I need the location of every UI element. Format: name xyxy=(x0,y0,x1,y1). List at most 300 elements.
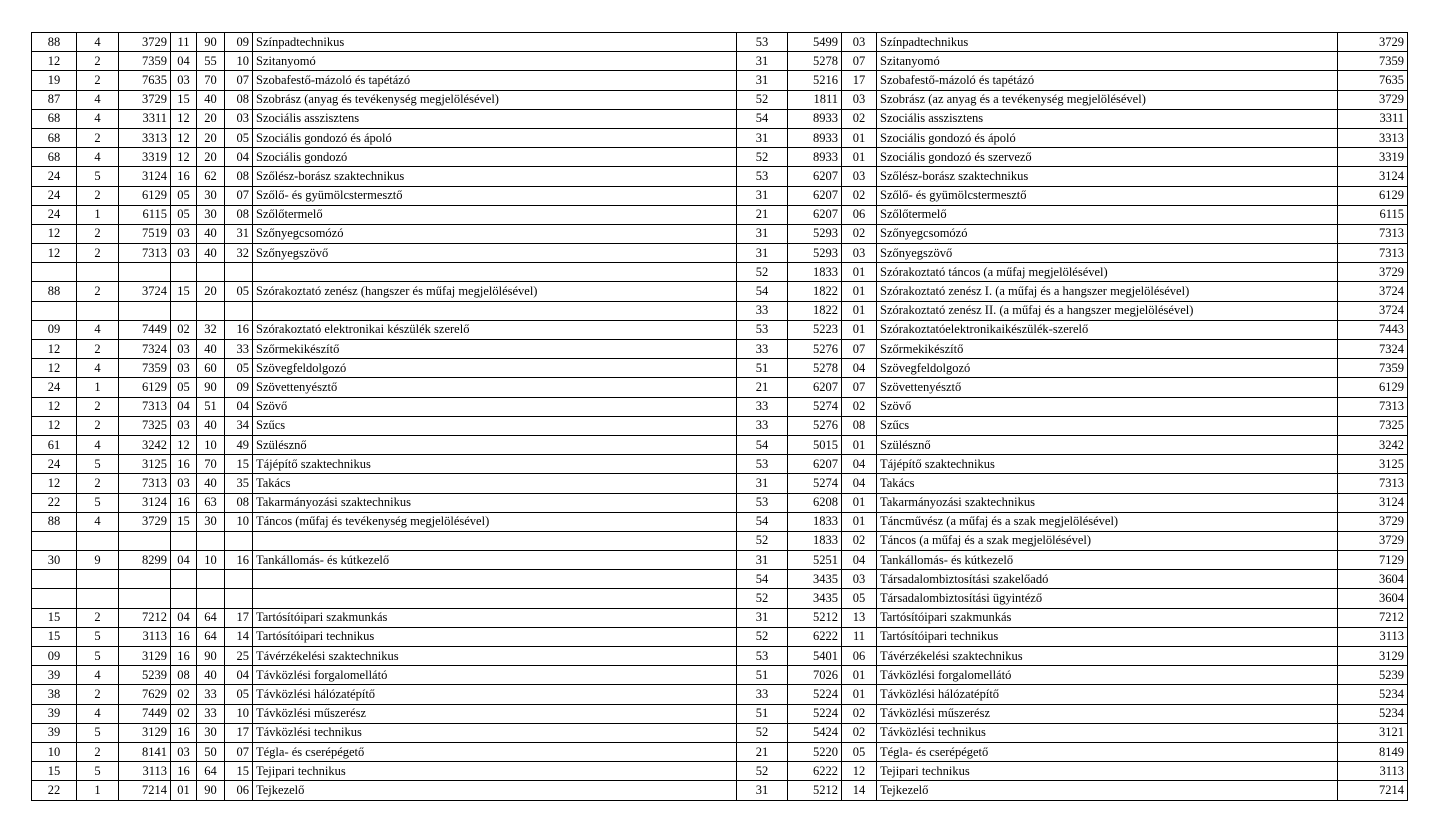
cell-okj-1: 16 xyxy=(171,647,197,666)
cell-code-b: 4 xyxy=(77,666,119,685)
cell-code-b: 2 xyxy=(77,742,119,761)
cell-occupation-old: Távközlési forgalomellátó xyxy=(253,666,737,685)
cell-okj-3: 25 xyxy=(225,647,253,666)
cell-okj-1: 12 xyxy=(171,148,197,167)
cell-okj-2: 32 xyxy=(197,320,225,339)
cell-feor-old: 7212 xyxy=(119,608,171,627)
cell-okj-3: 09 xyxy=(225,378,253,397)
cell-okj-1: 12 xyxy=(171,435,197,454)
cell-code-a: 68 xyxy=(32,148,77,167)
cell-okj-1: 12 xyxy=(171,128,197,147)
cell-okj-3 xyxy=(225,570,253,589)
table-row xyxy=(32,455,1408,474)
cell-feor-old xyxy=(119,301,171,320)
table-row xyxy=(32,531,1408,550)
cell-sub-new: 01 xyxy=(842,128,877,147)
cell-feor-new: 5234 xyxy=(1338,704,1408,723)
cell-sub-new: 04 xyxy=(842,551,877,570)
cell-code-new: 5276 xyxy=(788,340,842,359)
cell-occupation-new: Szobafestő-mázoló és tapétázó xyxy=(877,71,1338,90)
cell-okj-1: 12 xyxy=(171,109,197,128)
cell-code-new: 6207 xyxy=(788,455,842,474)
cell-occupation-new: Távközlési technikus xyxy=(877,723,1338,742)
cell-okj-1: 15 xyxy=(171,512,197,531)
cell-sub-new: 08 xyxy=(842,416,877,435)
cell-code-new: 6222 xyxy=(788,762,842,781)
cell-code-a: 22 xyxy=(32,493,77,512)
cell-occupation-new: Távközlési forgalomellátó xyxy=(877,666,1338,685)
cell-sub-new: 01 xyxy=(842,148,877,167)
cell-feor-new: 7324 xyxy=(1338,340,1408,359)
cell-occupation-new: Szociális asszisztens xyxy=(877,109,1338,128)
cell-okj-2: 70 xyxy=(197,71,225,90)
cell-sub-new: 02 xyxy=(842,397,877,416)
cell-feor-old: 7449 xyxy=(119,320,171,339)
cell-okj-2: 40 xyxy=(197,416,225,435)
cell-okj-3: 10 xyxy=(225,52,253,71)
cell-sub-new: 02 xyxy=(842,109,877,128)
cell-occupation-new: Tankállomás- és kútkezelő xyxy=(877,551,1338,570)
cell-code-b: 2 xyxy=(77,224,119,243)
cell-okj-3 xyxy=(225,263,253,282)
cell-code-new: 5278 xyxy=(788,359,842,378)
cell-feor-old: 7313 xyxy=(119,397,171,416)
cell-sub-new: 07 xyxy=(842,52,877,71)
cell-level-new: 54 xyxy=(737,512,788,531)
cell-occupation-new: Tejipari technikus xyxy=(877,762,1338,781)
cell-occupation-old: Szőlőtermelő xyxy=(253,205,737,224)
table-row xyxy=(32,224,1408,243)
cell-feor-old: 5239 xyxy=(119,666,171,685)
cell-feor-old: 7635 xyxy=(119,71,171,90)
cell-okj-2: 64 xyxy=(197,762,225,781)
cell-level-new: 31 xyxy=(737,186,788,205)
cell-feor-new: 7129 xyxy=(1338,551,1408,570)
cell-okj-1 xyxy=(171,589,197,608)
cell-sub-new: 03 xyxy=(842,244,877,263)
cell-code-b: 2 xyxy=(77,397,119,416)
cell-okj-3: 07 xyxy=(225,742,253,761)
cell-level-new: 33 xyxy=(737,301,788,320)
table-row xyxy=(32,359,1408,378)
table-row xyxy=(32,90,1408,109)
cell-code-a: 88 xyxy=(32,33,77,52)
cell-sub-new: 01 xyxy=(842,263,877,282)
cell-level-new: 33 xyxy=(737,685,788,704)
table-row xyxy=(32,340,1408,359)
cell-sub-new: 07 xyxy=(842,378,877,397)
cell-occupation-new: Szőlő- és gyümölcstermesztő xyxy=(877,186,1338,205)
cell-feor-old: 7449 xyxy=(119,704,171,723)
cell-occupation-new: Társadalombiztosítási szakelőadó xyxy=(877,570,1338,589)
cell-okj-1: 01 xyxy=(171,781,197,800)
cell-occupation-new: Tejkezelő xyxy=(877,781,1338,800)
cell-sub-new: 01 xyxy=(842,435,877,454)
cell-sub-new: 04 xyxy=(842,359,877,378)
cell-code-new: 5293 xyxy=(788,224,842,243)
cell-code-new: 5216 xyxy=(788,71,842,90)
cell-okj-2: 60 xyxy=(197,359,225,378)
cell-okj-2: 90 xyxy=(197,781,225,800)
cell-code-new: 5015 xyxy=(788,435,842,454)
cell-code-new: 1833 xyxy=(788,531,842,550)
cell-feor-old: 7324 xyxy=(119,340,171,359)
cell-feor-new: 7635 xyxy=(1338,71,1408,90)
cell-code-new: 6222 xyxy=(788,627,842,646)
cell-code-a: 12 xyxy=(32,340,77,359)
table-row xyxy=(32,378,1408,397)
cell-okj-1: 04 xyxy=(171,608,197,627)
cell-occupation-old: Szőlő- és gyümölcstermesztő xyxy=(253,186,737,205)
cell-feor-new: 3311 xyxy=(1338,109,1408,128)
cell-okj-3: 04 xyxy=(225,666,253,685)
cell-code-a: 38 xyxy=(32,685,77,704)
cell-sub-new: 01 xyxy=(842,320,877,339)
cell-okj-2: 20 xyxy=(197,128,225,147)
cell-code-a: 10 xyxy=(32,742,77,761)
cell-okj-1: 04 xyxy=(171,551,197,570)
cell-okj-1 xyxy=(171,263,197,282)
cell-occupation-old: Szitanyomó xyxy=(253,52,737,71)
cell-okj-1: 16 xyxy=(171,723,197,742)
cell-okj-3: 33 xyxy=(225,340,253,359)
table-row xyxy=(32,435,1408,454)
cell-sub-new: 02 xyxy=(842,531,877,550)
cell-okj-2: 90 xyxy=(197,378,225,397)
cell-code-a: 19 xyxy=(32,71,77,90)
cell-code-a: 30 xyxy=(32,551,77,570)
cell-occupation-old xyxy=(253,589,737,608)
cell-occupation-new: Szőrmekikészítő xyxy=(877,340,1338,359)
cell-code-new: 1811 xyxy=(788,90,842,109)
cell-code-new: 5223 xyxy=(788,320,842,339)
cell-okj-3: 10 xyxy=(225,512,253,531)
cell-feor-new: 7359 xyxy=(1338,52,1408,71)
table-row xyxy=(32,205,1408,224)
cell-sub-new: 12 xyxy=(842,762,877,781)
cell-sub-new: 13 xyxy=(842,608,877,627)
cell-okj-2: 33 xyxy=(197,685,225,704)
cell-code-b: 4 xyxy=(77,90,119,109)
table-row xyxy=(32,397,1408,416)
cell-occupation-new: Táncos (a műfaj és a szak megjelölésével) xyxy=(877,531,1338,550)
cell-okj-1: 02 xyxy=(171,704,197,723)
cell-occupation-old: Takács xyxy=(253,474,737,493)
cell-code-b: 4 xyxy=(77,704,119,723)
cell-okj-2: 62 xyxy=(197,167,225,186)
cell-code-b: 2 xyxy=(77,52,119,71)
cell-okj-2: 40 xyxy=(197,474,225,493)
cell-occupation-new: Szövettenyésztő xyxy=(877,378,1338,397)
cell-code-a: 12 xyxy=(32,244,77,263)
cell-code-b: 1 xyxy=(77,205,119,224)
cell-occupation-old xyxy=(253,263,737,282)
cell-occupation-old: Szőrmekikészítő xyxy=(253,340,737,359)
cell-feor-old: 3125 xyxy=(119,455,171,474)
cell-feor-old: 8299 xyxy=(119,551,171,570)
cell-code-b: 4 xyxy=(77,435,119,454)
cell-okj-3: 08 xyxy=(225,90,253,109)
cell-code-a xyxy=(32,301,77,320)
cell-code-b: 4 xyxy=(77,109,119,128)
cell-code-a: 12 xyxy=(32,52,77,71)
cell-feor-new: 3124 xyxy=(1338,493,1408,512)
cell-okj-2: 51 xyxy=(197,397,225,416)
cell-occupation-new: Társadalombiztosítási ügyintéző xyxy=(877,589,1338,608)
cell-feor-old: 7629 xyxy=(119,685,171,704)
cell-feor-old: 7313 xyxy=(119,474,171,493)
cell-code-new: 5278 xyxy=(788,52,842,71)
cell-feor-old xyxy=(119,570,171,589)
cell-feor-old xyxy=(119,531,171,550)
cell-sub-new: 11 xyxy=(842,627,877,646)
cell-okj-3: 08 xyxy=(225,167,253,186)
cell-sub-new: 05 xyxy=(842,742,877,761)
cell-level-new: 31 xyxy=(737,128,788,147)
cell-occupation-old: Szövettenyésztő xyxy=(253,378,737,397)
cell-feor-old: 7313 xyxy=(119,244,171,263)
cell-feor-old: 6115 xyxy=(119,205,171,224)
cell-okj-3: 05 xyxy=(225,359,253,378)
cell-sub-new: 03 xyxy=(842,90,877,109)
cell-level-new: 51 xyxy=(737,704,788,723)
cell-feor-new: 3319 xyxy=(1338,148,1408,167)
cell-level-new: 33 xyxy=(737,340,788,359)
cell-feor-new: 6129 xyxy=(1338,186,1408,205)
table-row xyxy=(32,263,1408,282)
cell-feor-old: 3113 xyxy=(119,762,171,781)
cell-occupation-new: Tartósítóipari szakmunkás xyxy=(877,608,1338,627)
cell-level-new: 53 xyxy=(737,493,788,512)
cell-code-b: 5 xyxy=(77,762,119,781)
cell-occupation-old: Szőnyegszövő xyxy=(253,244,737,263)
cell-occupation-new: Tartósítóipari technikus xyxy=(877,627,1338,646)
cell-sub-new: 02 xyxy=(842,224,877,243)
cell-code-a xyxy=(32,570,77,589)
table-row xyxy=(32,666,1408,685)
cell-feor-old xyxy=(119,263,171,282)
table-row xyxy=(32,52,1408,71)
cell-occupation-new: Távközlési műszerész xyxy=(877,704,1338,723)
cell-feor-old: 3311 xyxy=(119,109,171,128)
cell-code-a: 15 xyxy=(32,762,77,781)
cell-feor-new: 3125 xyxy=(1338,455,1408,474)
cell-level-new: 52 xyxy=(737,627,788,646)
cell-okj-2: 10 xyxy=(197,551,225,570)
cell-sub-new: 01 xyxy=(842,512,877,531)
cell-code-a: 87 xyxy=(32,90,77,109)
cell-level-new: 51 xyxy=(737,359,788,378)
cell-occupation-new: Szórakoztatóelektronikaikészülék-szerelő xyxy=(877,320,1338,339)
cell-feor-new: 7313 xyxy=(1338,397,1408,416)
cell-code-b: 4 xyxy=(77,359,119,378)
cell-feor-old: 3124 xyxy=(119,167,171,186)
cell-feor-old: 3319 xyxy=(119,148,171,167)
cell-okj-1: 16 xyxy=(171,627,197,646)
cell-code-a: 15 xyxy=(32,627,77,646)
cell-sub-new: 03 xyxy=(842,167,877,186)
cell-occupation-new: Tájépítő szaktechnikus xyxy=(877,455,1338,474)
cell-code-b: 2 xyxy=(77,685,119,704)
cell-feor-new: 3729 xyxy=(1338,90,1408,109)
cell-feor-new: 3129 xyxy=(1338,647,1408,666)
table-row xyxy=(32,474,1408,493)
cell-code-new: 5274 xyxy=(788,397,842,416)
table-row xyxy=(32,685,1408,704)
cell-okj-2: 70 xyxy=(197,455,225,474)
cell-okj-2: 40 xyxy=(197,340,225,359)
cell-feor-new: 3724 xyxy=(1338,301,1408,320)
cell-okj-1: 03 xyxy=(171,416,197,435)
cell-okj-1: 03 xyxy=(171,742,197,761)
cell-code-new: 5293 xyxy=(788,244,842,263)
cell-code-b: 5 xyxy=(77,167,119,186)
cell-okj-2: 20 xyxy=(197,109,225,128)
cell-code-new: 1822 xyxy=(788,301,842,320)
cell-level-new: 31 xyxy=(737,52,788,71)
cell-okj-1: 03 xyxy=(171,359,197,378)
cell-code-a: 68 xyxy=(32,128,77,147)
cell-code-b xyxy=(77,263,119,282)
cell-code-b: 4 xyxy=(77,320,119,339)
cell-occupation-new: Szórakoztató zenész II. (a műfaj és a hangszer megjelölésével) xyxy=(877,301,1338,320)
cell-feor-old: 7214 xyxy=(119,781,171,800)
table-row xyxy=(32,723,1408,742)
cell-occupation-old: Táncos (műfaj és tevékenység megjelölésével) xyxy=(253,512,737,531)
cell-feor-new: 7313 xyxy=(1338,224,1408,243)
cell-okj-1: 04 xyxy=(171,52,197,71)
cell-occupation-new: Takarmányozási szaktechnikus xyxy=(877,493,1338,512)
cell-level-new: 52 xyxy=(737,90,788,109)
cell-sub-new: 03 xyxy=(842,570,877,589)
cell-level-new: 53 xyxy=(737,455,788,474)
cell-code-a: 39 xyxy=(32,666,77,685)
cell-okj-3: 15 xyxy=(225,762,253,781)
cell-code-a: 39 xyxy=(32,723,77,742)
cell-okj-1: 03 xyxy=(171,71,197,90)
cell-feor-old: 7325 xyxy=(119,416,171,435)
cell-okj-3: 34 xyxy=(225,416,253,435)
cell-occupation-old xyxy=(253,531,737,550)
cell-sub-new: 17 xyxy=(842,71,877,90)
cell-okj-3: 10 xyxy=(225,704,253,723)
cell-feor-new: 3121 xyxy=(1338,723,1408,742)
cell-code-new: 5276 xyxy=(788,416,842,435)
cell-feor-new: 8149 xyxy=(1338,742,1408,761)
cell-occupation-old: Szórakoztató elektronikai készülék szerelő xyxy=(253,320,737,339)
cell-okj-3: 35 xyxy=(225,474,253,493)
cell-okj-1: 16 xyxy=(171,455,197,474)
cell-code-b: 4 xyxy=(77,512,119,531)
cell-feor-old: 3729 xyxy=(119,512,171,531)
cell-occupation-new: Szülésznő xyxy=(877,435,1338,454)
cell-okj-3: 05 xyxy=(225,282,253,301)
cell-level-new: 53 xyxy=(737,167,788,186)
cell-feor-new: 7212 xyxy=(1338,608,1408,627)
cell-okj-3: 49 xyxy=(225,435,253,454)
cell-sub-new: 03 xyxy=(842,33,877,52)
table-row xyxy=(32,167,1408,186)
cell-okj-3: 04 xyxy=(225,397,253,416)
cell-occupation-old: Szociális asszisztens xyxy=(253,109,737,128)
cell-code-b: 2 xyxy=(77,608,119,627)
cell-level-new: 53 xyxy=(737,33,788,52)
cell-code-a: 12 xyxy=(32,416,77,435)
cell-code-b: 2 xyxy=(77,128,119,147)
cell-feor-new: 3729 xyxy=(1338,33,1408,52)
cell-occupation-old xyxy=(253,570,737,589)
cell-feor-new: 3604 xyxy=(1338,570,1408,589)
cell-feor-new: 3124 xyxy=(1338,167,1408,186)
cell-occupation-old: Távközlési technikus xyxy=(253,723,737,742)
cell-feor-new: 3729 xyxy=(1338,263,1408,282)
cell-occupation-new: Távközlési hálózatépítő xyxy=(877,685,1338,704)
cell-code-b: 1 xyxy=(77,781,119,800)
cell-okj-2: 33 xyxy=(197,704,225,723)
cell-code-a: 88 xyxy=(32,282,77,301)
cell-code-new: 5224 xyxy=(788,685,842,704)
cell-sub-new: 02 xyxy=(842,704,877,723)
cell-okj-1 xyxy=(171,531,197,550)
cell-occupation-new: Szőnyegszövő xyxy=(877,244,1338,263)
cell-code-new: 5212 xyxy=(788,608,842,627)
cell-okj-2: 63 xyxy=(197,493,225,512)
cell-feor-new: 7214 xyxy=(1338,781,1408,800)
cell-level-new: 31 xyxy=(737,244,788,263)
cell-level-new: 21 xyxy=(737,378,788,397)
cell-code-new: 5401 xyxy=(788,647,842,666)
cell-feor-new: 5234 xyxy=(1338,685,1408,704)
table-row xyxy=(32,647,1408,666)
cell-okj-2: 40 xyxy=(197,666,225,685)
cell-code-a: 12 xyxy=(32,359,77,378)
cell-occupation-old: Tégla- és cserépégető xyxy=(253,742,737,761)
cell-code-a: 12 xyxy=(32,397,77,416)
cell-code-b: 1 xyxy=(77,378,119,397)
cell-okj-1: 16 xyxy=(171,762,197,781)
cell-sub-new: 01 xyxy=(842,666,877,685)
cell-feor-old: 3729 xyxy=(119,33,171,52)
cell-okj-1: 05 xyxy=(171,378,197,397)
cell-level-new: 52 xyxy=(737,263,788,282)
cell-occupation-new: Szociális gondozó és szervező xyxy=(877,148,1338,167)
cell-sub-new: 06 xyxy=(842,205,877,224)
cell-sub-new: 05 xyxy=(842,589,877,608)
cell-code-new: 5424 xyxy=(788,723,842,742)
cell-occupation-old: Takarmányozási szaktechnikus xyxy=(253,493,737,512)
cell-feor-new: 7325 xyxy=(1338,416,1408,435)
cell-okj-2: 20 xyxy=(197,282,225,301)
cell-okj-2: 55 xyxy=(197,52,225,71)
cell-occupation-old: Szobrász (anyag és tevékenység megjelölésével) xyxy=(253,90,737,109)
cell-code-new: 6208 xyxy=(788,493,842,512)
cell-okj-1: 15 xyxy=(171,90,197,109)
cell-okj-3: 07 xyxy=(225,186,253,205)
cell-okj-3 xyxy=(225,589,253,608)
cell-code-a: 24 xyxy=(32,186,77,205)
cell-level-new: 52 xyxy=(737,723,788,742)
cell-code-new: 3435 xyxy=(788,570,842,589)
cell-code-a: 68 xyxy=(32,109,77,128)
cell-feor-new: 3724 xyxy=(1338,282,1408,301)
cell-okj-1: 15 xyxy=(171,282,197,301)
cell-okj-2: 90 xyxy=(197,647,225,666)
cell-feor-new: 3113 xyxy=(1338,627,1408,646)
cell-feor-old: 3113 xyxy=(119,627,171,646)
cell-okj-2 xyxy=(197,531,225,550)
cell-code-b xyxy=(77,589,119,608)
cell-occupation-new: Szociális gondozó és ápoló xyxy=(877,128,1338,147)
